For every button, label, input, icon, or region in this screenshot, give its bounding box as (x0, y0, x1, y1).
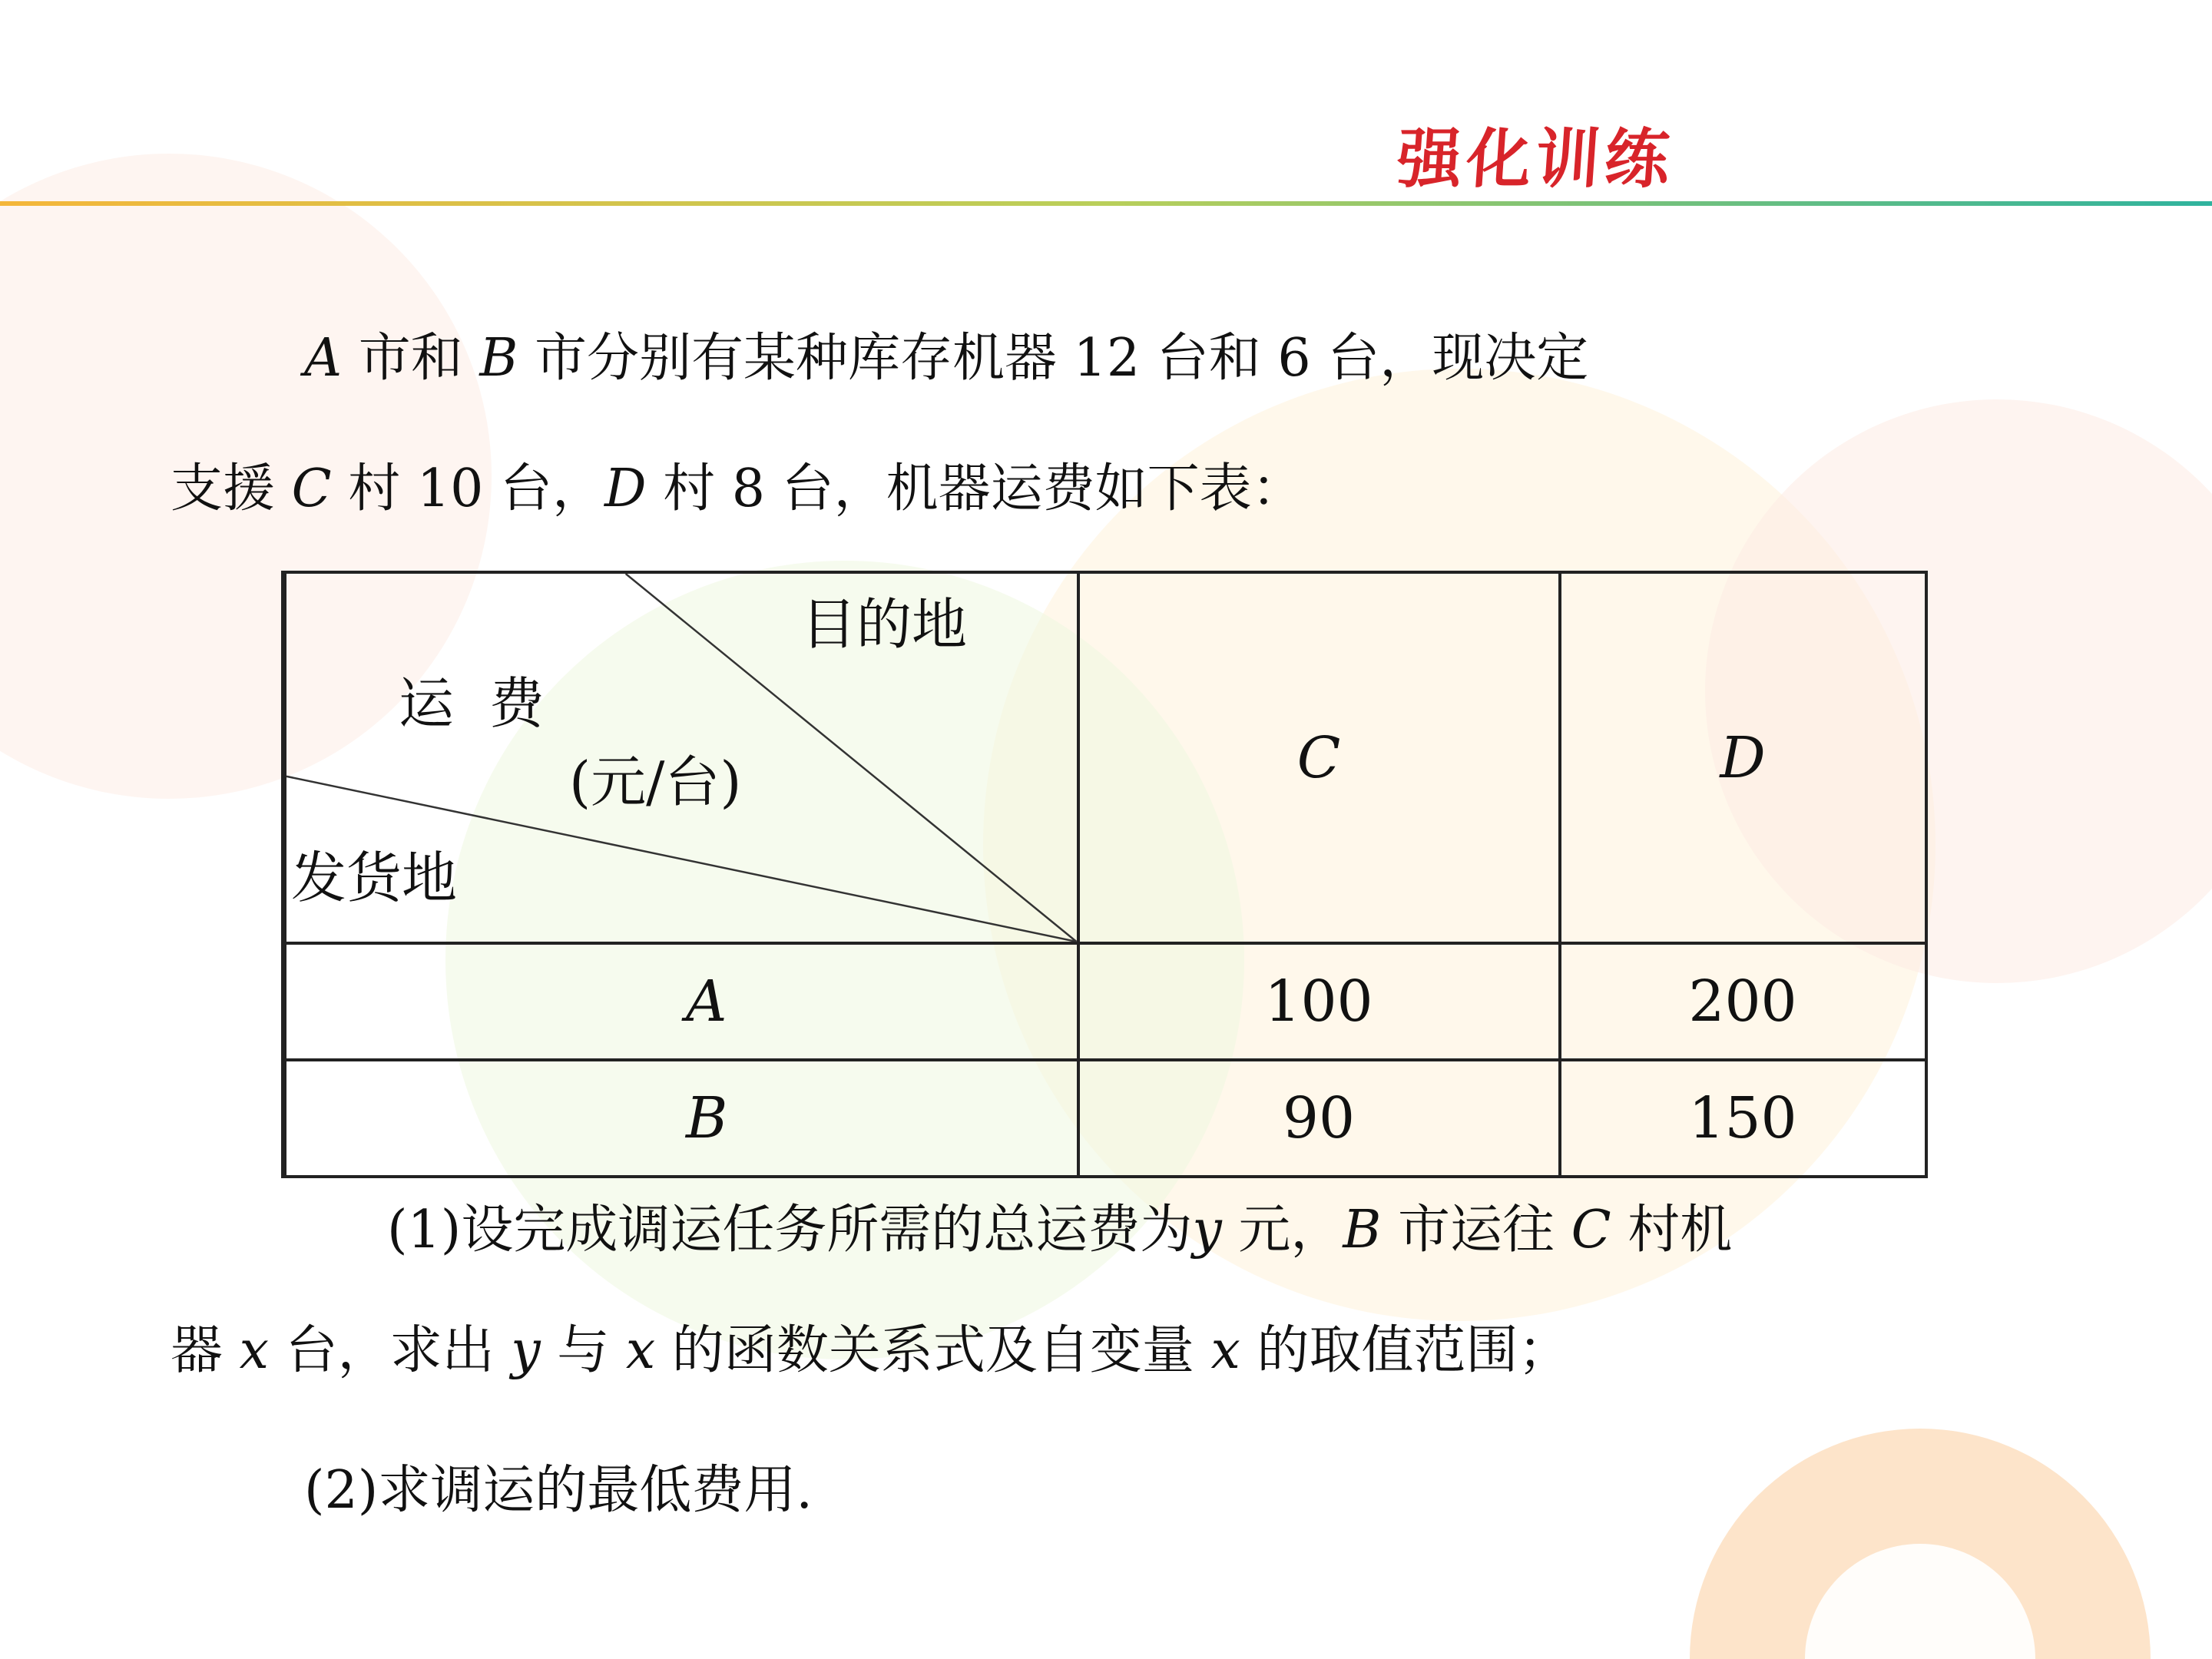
table-row (284, 943, 1926, 1060)
text: 市和 (342, 328, 480, 389)
column-header-d: D (1560, 572, 1926, 943)
unit-label: (元/台) (569, 750, 742, 814)
text: 元， (1221, 1200, 1343, 1260)
village-c: C (291, 459, 332, 519)
text: 台，求出 (268, 1320, 512, 1381)
cell-a-c: 100 (1078, 943, 1560, 1060)
destination-label: 目的地 (801, 592, 968, 657)
var-x: x (239, 1320, 269, 1381)
text: 的取值范围； (1240, 1320, 1571, 1381)
problem-line-2 (171, 459, 1304, 519)
question-1-line-1 (387, 1200, 1733, 1260)
var-y: y (1192, 1200, 1222, 1260)
table-row (284, 1060, 1926, 1177)
question-2: (2)求调运的最低费用. (304, 1460, 813, 1521)
var-x: x (1210, 1320, 1240, 1381)
text: 的函数关系式及自变量 (655, 1320, 1211, 1381)
freight-label: 运 费 (399, 671, 545, 736)
section-title: 强化训练 (1395, 121, 1677, 197)
column-header-c: C (1078, 572, 1560, 943)
city-b: B (1343, 1200, 1382, 1260)
question-1-line-2 (171, 1320, 1571, 1381)
problem-line-1 (304, 328, 1589, 389)
cell-b-c: 90 (1078, 1060, 1560, 1177)
freight-table (281, 571, 1923, 1176)
cell-a-d: 200 (1560, 943, 1926, 1060)
village-c: C (1571, 1200, 1611, 1260)
text: 市分别有某种库存机器 12 台和 6 台，现决定 (518, 328, 1589, 389)
row-origin-a: A (284, 943, 1078, 1060)
text: 村机 (1611, 1200, 1733, 1260)
var-x: x (625, 1320, 656, 1381)
origin-label: 发货地 (291, 846, 458, 910)
text: (1)设完成调运任务所需的总运费为 (387, 1200, 1193, 1260)
table-header-row (284, 572, 1926, 943)
text: 村 10 台， (331, 459, 605, 519)
text: 市运往 (1381, 1200, 1571, 1260)
text: 器 (171, 1320, 240, 1381)
header-divider (0, 201, 2212, 206)
village-d: D (604, 459, 647, 519)
cell-b-d: 150 (1560, 1060, 1926, 1177)
text: 与 (540, 1320, 626, 1381)
var-y: y (511, 1320, 541, 1381)
text: 村 8 台，机器运费如下表： (646, 459, 1304, 519)
table-corner-cell (284, 572, 1078, 943)
text: 支援 (171, 459, 292, 519)
row-origin-b: B (284, 1060, 1078, 1177)
city-a: A (304, 328, 343, 389)
city-b: B (479, 328, 518, 389)
